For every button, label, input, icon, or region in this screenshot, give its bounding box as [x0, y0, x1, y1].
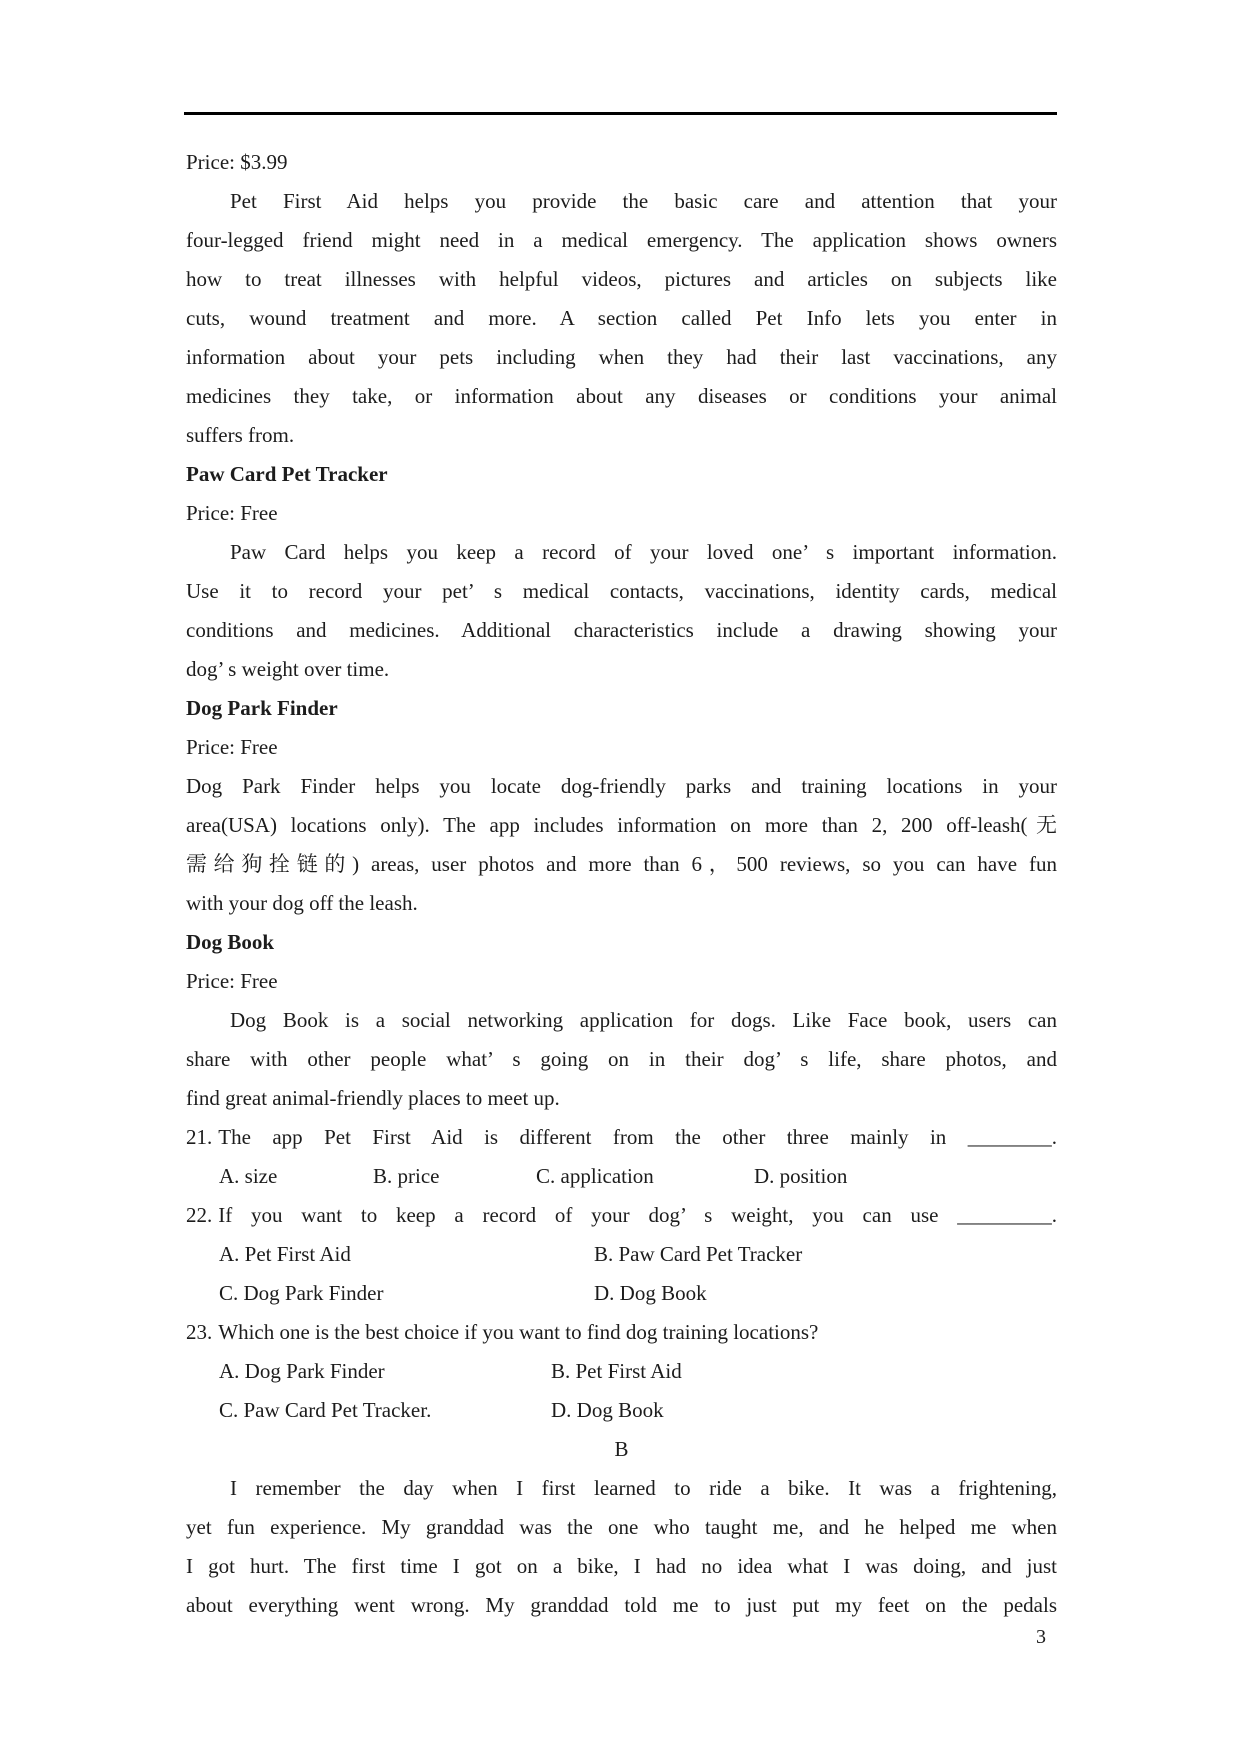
section-marker: B [614, 1437, 629, 1461]
paragraph-line: with your dog off the leash. [186, 891, 418, 915]
paragraph-line: share with other people what’ s going on in their dog’ s life, share photos, and [186, 1047, 1057, 1071]
paragraph-line: yet fun experience. My granddad was the one who taught me, and he helped me when [186, 1515, 1057, 1539]
content [186, 143, 1057, 1625]
app-heading: Paw Card Pet Tracker [186, 462, 388, 486]
option-item: B. Paw Card Pet Tracker [594, 1242, 803, 1266]
app-heading: Dog Book [186, 930, 275, 954]
paragraph-line: medicines they take, or information about any diseases or conditions your animal [186, 384, 1057, 408]
question-number: 21. [186, 1125, 213, 1149]
option-item: D. Dog Book [594, 1281, 707, 1305]
option-item: C. Dog Park Finder [219, 1281, 384, 1305]
options-row [186, 1235, 1057, 1274]
paragraph-line: four-legged friend might need in a medical emergency. The application shows owners [186, 228, 1057, 252]
header-rule [184, 112, 1057, 115]
paragraph-line: how to treat illnesses with helpful videos, pictures and articles on subjects like [186, 267, 1057, 291]
paragraph-line: area(USA) locations only). The app includes information on more than 2, 200 off-leash(无 [186, 813, 1057, 837]
paragraph-line: cuts, wound treatment and more. A section called Pet Info lets you enter in [186, 306, 1057, 330]
paragraph-line: about everything went wrong. My granddad told me to just put my feet on the pedals [186, 1593, 1057, 1617]
options-row [186, 1157, 1057, 1196]
paragraph-line: dog’ s weight over time. [186, 657, 390, 681]
options-row [186, 1391, 1057, 1430]
question-text: The app Pet First Aid is different from the other three mainly in ________. [218, 1125, 1057, 1149]
paragraph-line: Dog Book is a social networking application for dogs. Like Face book, users can [230, 1008, 1057, 1032]
option-item: D. Dog Book [551, 1398, 664, 1422]
question-line [186, 1118, 1057, 1157]
paragraph-line: Pet First Aid helps you provide the basic care and attention that your [230, 189, 1057, 213]
paragraph-line: I got hurt. The first time I got on a bike, I had no idea what I was doing, and just [186, 1554, 1057, 1578]
app-heading: Dog Park Finder [186, 696, 338, 720]
paragraph-line: information about your pets including when they had their last vaccinations, any [186, 345, 1057, 369]
page-number: 3 [1036, 1626, 1046, 1648]
option-item: A. size [219, 1164, 278, 1188]
price-line: Price: Free [186, 501, 278, 525]
paragraph-line: conditions and medicines. Additional characteristics include a drawing showing your [186, 618, 1057, 642]
price-line: Price: Free [186, 969, 278, 993]
paragraph-line: 需给狗拴链的) areas, user photos and more than 6，500 reviews, so you can have fun [186, 852, 1057, 876]
question-text: If you want to keep a record of your dog’ s weight, you can use _________. [218, 1203, 1057, 1227]
question-text: Which one is the best choice if you want to find dog training locations? [218, 1320, 819, 1344]
option-item: B. Pet First Aid [551, 1359, 682, 1383]
option-item: C. Paw Card Pet Tracker. [219, 1398, 432, 1422]
option-item: C. application [536, 1164, 654, 1188]
option-item: A. Pet First Aid [219, 1242, 351, 1266]
option-item: A. Dog Park Finder [219, 1359, 385, 1383]
option-item: B. price [373, 1164, 440, 1188]
paragraph-line: I remember the day when I first learned to ride a bike. It was a frightening, [230, 1476, 1057, 1500]
paragraph-line: Dog Park Finder helps you locate dog-friendly parks and training locations in your [186, 774, 1057, 798]
question-line [186, 1313, 1057, 1352]
paragraph-line: find great animal-friendly places to meet up. [186, 1086, 560, 1110]
paragraph-line: suffers from. [186, 423, 295, 447]
question-line [186, 1196, 1057, 1235]
paragraph-line: Paw Card helps you keep a record of your loved one’ s important information. [230, 540, 1057, 564]
options-row [186, 1274, 1057, 1313]
options-row [186, 1352, 1057, 1391]
price-line: Price: Free [186, 735, 278, 759]
price-line: Price: $3.99 [186, 150, 288, 174]
question-number: 22. [186, 1203, 213, 1227]
paragraph-line: Use it to record your pet’ s medical contacts, vaccinations, identity cards, medical [186, 579, 1057, 603]
option-item: D. position [754, 1164, 848, 1188]
question-number: 23. [186, 1320, 213, 1344]
